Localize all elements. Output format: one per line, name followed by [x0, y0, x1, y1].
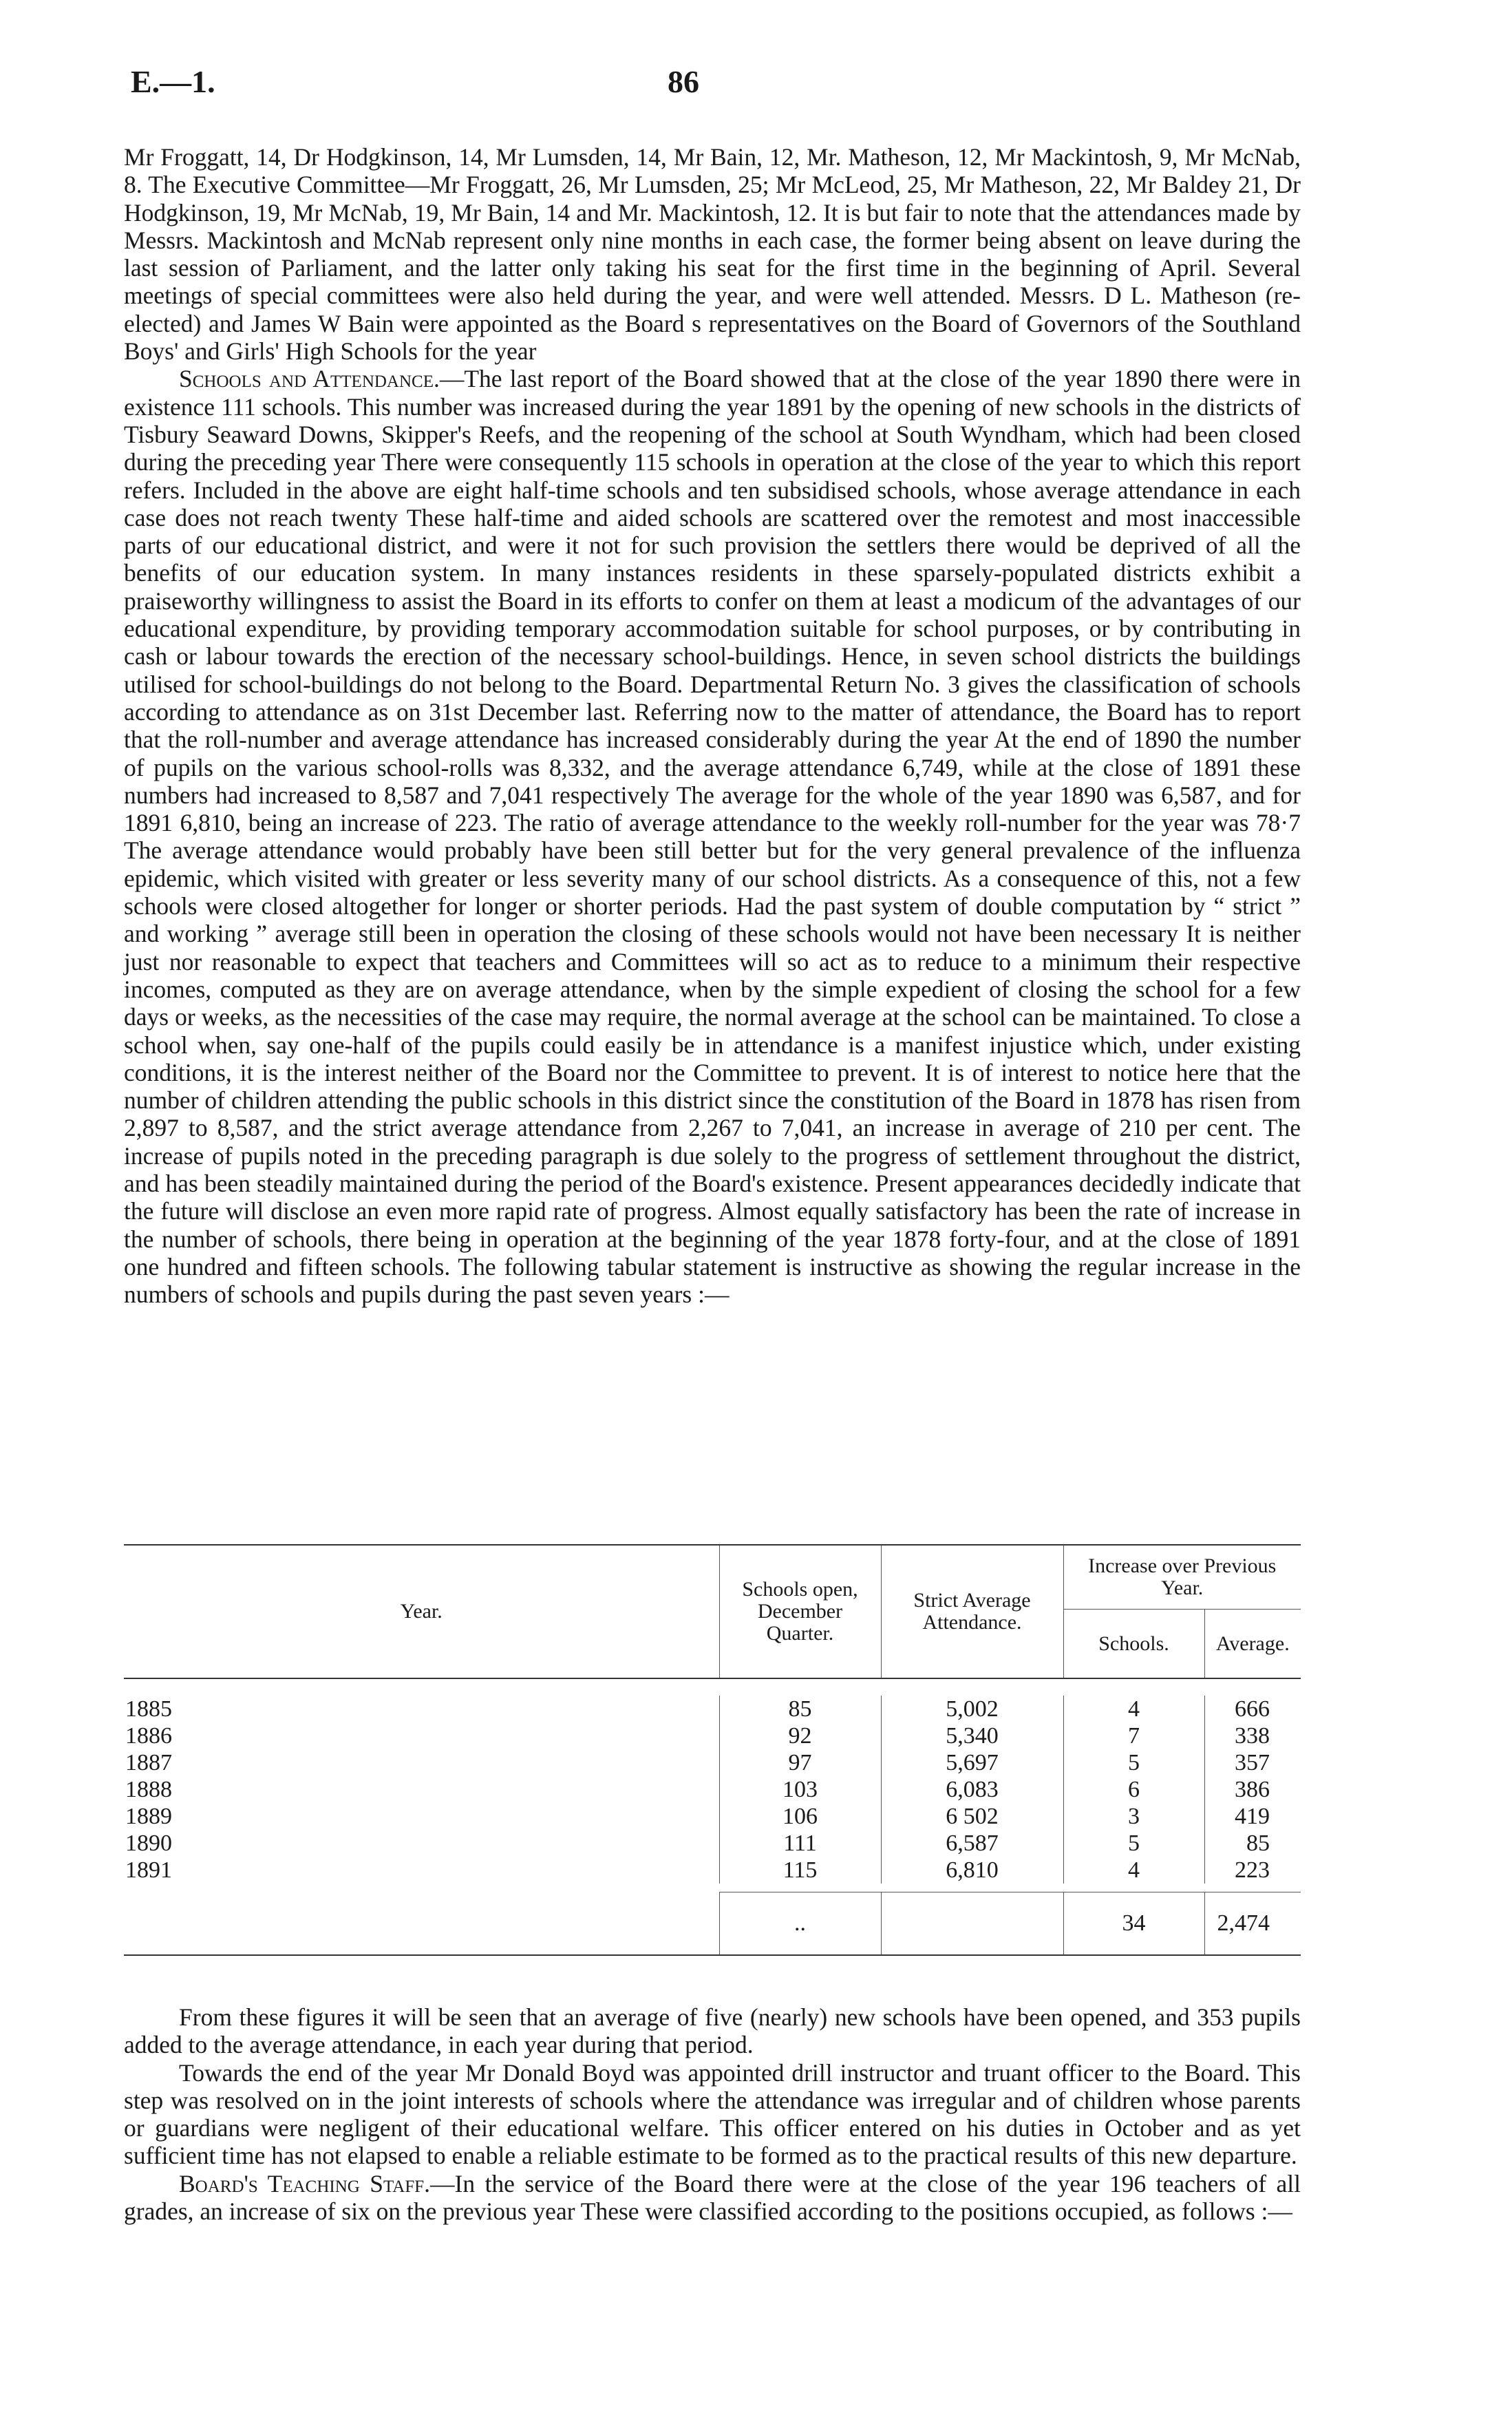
paragraph-staff-text: —In the service of the Board there were at the close of the year 196 teachers of all grades, an increase of six on the previous year These were classified according to the positions occupied, as follows :— — [124, 2169, 1301, 2226]
table-row: 1886 92 5,340 7 338 — [124, 1722, 1301, 1749]
header-increase: Increase over Previous Year. — [1063, 1545, 1301, 1610]
table-totals-row — [124, 1892, 1301, 1955]
paragraph-figures: From these figures it will be seen that an average of five (nearly) new schools have been opened, and 353 pupils added to the average attendance, in each year during that period. — [124, 2003, 1301, 2059]
body-text-top — [124, 143, 1301, 1308]
paragraph-truant-officer: Towards the end of the year Mr Donald Boyd was appointed drill instructor and truant officer to the Board. This step was resolved on in the joint interests of schools where the attendance was irregular and of children whose parents or guardians were negligent of their educational welfare. This officer entered on his duties in October and as yet sufficient time has not elapsed to enable a reliable estimate to be formed as to the practical results of this new departure. — [124, 2058, 1301, 2170]
table-row: 1890 111 6,587 5 85 — [124, 1830, 1301, 1857]
table-row: 1888 103 6,083 6 386 — [124, 1776, 1301, 1803]
paragraph-teaching-staff — [124, 2170, 1301, 2226]
total-increase-average: 2,474 — [1204, 1892, 1301, 1955]
paragraph-schools-attendance — [124, 365, 1301, 1308]
page-number: 86 — [668, 64, 699, 99]
table-row: 1887 97 5,697 5 357 — [124, 1749, 1301, 1776]
header-year: Year. — [124, 1545, 719, 1678]
table-row: 1889 106 6 502 3 419 — [124, 1803, 1301, 1830]
document-page — [124, 0, 1301, 2415]
header-schools-open: Schools open, December Quarter. — [719, 1545, 881, 1678]
document-reference: E.—1. — [131, 64, 215, 99]
paragraph-schools-text: —The last report of the Board showed that at the close of the year 1890 there were in existence 111 schools. This number was increased during the year 1891 by the opening of new schools in the districts of Tisbury Seaward Downs, Skipper's Reefs, and the reopening of the school at South Wyndham, which had been closed during the preceding year There were consequently 115 schools in operation at the close of the year to which this report refers. Included in the above are eight half-time schools and ten subsidised schools, whose average attendance in each case does not reach twenty These half-time and aided schools are scattered over the remotest and most inaccessible parts of our educational district, and were it not for such provision the settlers there would be deprived of all the benefits of our education system. In many instances residents in these sparsely-populated districts exhibit a praiseworthy willingness to assist the Board in its efforts to confer on them at least a modicum of the advantages of our educational expenditure, by providing temporary accommodation suitable for school purposes, or by contributing in cash or labour towards the erection of the necessary school-buildings. Hence, in seven school districts the buildings utilised for school-buildings do not belong to the Board. Departmental Return No. 3 gives the classification of schools according to attendance as on 31st December last. Referring now to the matter of attendance, the Board has to report that the roll-number and average attendance has increased considerably during the year At the end of 1890 the number of pupils on the various school-rolls was 8,332, and the average attendance 6,749, while at the close of 1891 these numbers had increased to 8,587 and 7,041 respectively The average for the whole of the year 1890 was 6,587, and for 1891 6,810, being an increase of 223. The ratio of average attendance to the weekly roll-number for the year was 78·7 The average attendance would probably have been still better but for the very general prevalence of the influenza epidemic, which visited with greater or less severity many of our school districts. As a consequence of this, not a few schools were closed altogether for longer or shorter periods. Had the past system of double computation by “ strict ” and working ” average still been in operation the closing of these schools would not have been necessary It is neither just nor reasonable to expect that teachers and Committees will so act as to reduce to a minimum their respective incomes, computed as they are on average attendance, when by the simple expedient of closing the school for a few days or weeks, as the necessities of the case may require, the normal average at the school can be maintained. To close a school when, say one-half of the pupils could easily be in attendance is a manifest injustice which, under existing conditions, it is the interest neither of the Board nor the Committee to prevent. It is of interest to notice here that the number of children attending the public schools in this district since the constitution of the Board in 1878 has risen from 2,897 to 8,587, and the strict average attendance from 2,267 to 7,041, an increase in average of 210 per cent. The increase of pupils noted in the preceding paragraph is due solely to the progress of settlement throughout the district, and has been steadily maintained during the period of the Board's existence. Present appearances decidedly indicate that the future will disclose an even more rapid rate of progress. Almost equally satisfactory has been the rate of increase in the number of schools, there being in operation at the beginning of the year 1878 forty-four, and at the close of 1891 one hundred and fifteen schools. The following tabular statement is instructive as showing the regular increase in the numbers of schools and pupils during the past seven years :— — [124, 365, 1301, 1309]
table-row: 1891 115 6,810 4 223 — [124, 1857, 1301, 1884]
body-text-bottom — [124, 2003, 1301, 2225]
section-heading-schools: Schools and Attendance. — [179, 365, 440, 393]
header-strict-average: Strict Average Attendance. — [881, 1545, 1063, 1678]
total-increase-schools: 34 — [1063, 1892, 1204, 1955]
table-row: 1885 85 5,002 4 666 — [124, 1696, 1301, 1722]
header-increase-average: Average. — [1204, 1610, 1301, 1678]
header-increase-schools: Schools. — [1063, 1610, 1204, 1678]
total-schools: .. — [719, 1892, 881, 1955]
schools-table — [124, 1544, 1301, 1956]
paragraph-attendances: Mr Froggatt, 14, Dr Hodgkinson, 14, Mr Lumsden, 14, Mr Bain, 12, Mr. Matheson, 12, Mr Mackintosh, 9, Mr McNab, 8. The Executive Committee—Mr Froggatt, 26, Mr Lumsden, 25; Mr McLeod, 25, Mr Matheson, 22, Mr Baldey 21, Dr Hodgkinson, 19, Mr McNab, 19, Mr Bain, 14 and Mr. Mackintosh, 12. It is but fair to note that the attendances made by Messrs. Mackintosh and McNab represent only nine months in each case, the former being absent on leave during the last session of Parliament, and the latter only taking his seat for the first time in the beginning of April. Several meetings of special committees were also held during the year, and were well attended. Messrs. D L. Matheson (re-elected) and James W Bain were appointed as the Board s representatives on the Board of Governors of the Southland Boys' and Girls' High Schools for the year — [124, 143, 1301, 366]
section-heading-staff: Board's Teaching Staff. — [179, 2169, 431, 2197]
